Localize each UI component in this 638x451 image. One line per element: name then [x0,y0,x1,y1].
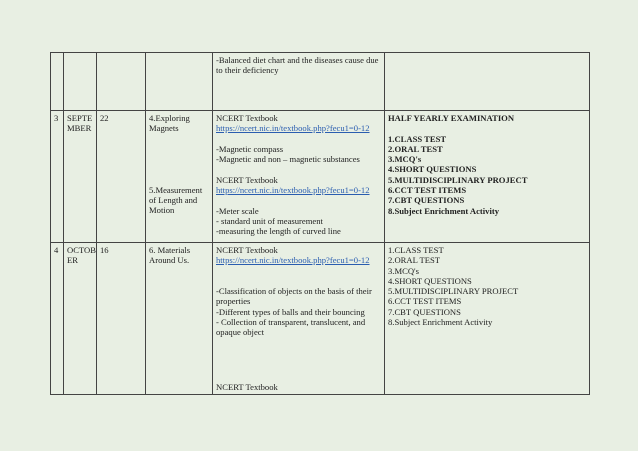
topic-line: -Meter scale [216,205,259,216]
assessment-item: 3.MCQ's [388,154,422,165]
textbook-link[interactable]: https://ncert.nic.in/textbook.php?fecu1=0-12 [216,255,370,266]
lesson-title: 5.Measurement of Length and Motion [149,184,203,216]
table-row [51,111,590,243]
topic-line: - Collection of transparent, translucent, and opaque object [216,317,366,338]
cell-month [64,53,97,111]
cell-sno [51,53,64,111]
textbook-label: NCERT Textbook [216,113,278,123]
assessment-item: 1.CLASS TEST [388,245,444,255]
assessment-item: 8.Subject Enrichment Activity [388,317,493,328]
cell-topics [213,53,385,111]
cell-assessment [385,111,590,243]
assessment-item: 3.MCQ's [388,265,419,276]
cell-days: 16 [97,243,146,395]
cell-month: SEPTE MBER [64,111,97,243]
assessment-item: 2.ORAL TEST [388,255,441,266]
topic-line: -Magnetic compass [216,143,284,154]
assessment-title: HALF YEARLY EXAMINATION [388,113,515,123]
assessment-item: 4.SHORT QUESTIONS [388,275,472,286]
topic-line: -measuring the length of curved line [216,226,341,237]
cell-sno: 4 [51,243,64,395]
topic-line: -Magnetic and non – magnetic substances [216,154,360,165]
cell-topics [213,243,385,395]
cell-assessment [385,53,590,111]
assessment-item: 7.CBT QUESTIONS [388,306,461,317]
topic-line: -Different types of balls and their bouncing [216,306,365,317]
topic-line: -Classification of objects on the basis of their properties [216,286,372,307]
cell-lesson [146,111,213,243]
cell-days [97,53,146,111]
textbook-link[interactable]: https://ncert.nic.in/textbook.php?fecu1=0-12 [216,185,370,196]
assessment-item: 4.SHORT QUESTIONS [388,164,477,175]
textbook-label: NCERT Textbook [216,174,278,185]
assessment-item: 6.CCT TEST ITEMS [388,296,462,307]
table-row [51,53,590,111]
assessment-item: 5.MULTIDISCIPLINARY PROJECT [388,286,519,297]
cell-sno: 3 [51,111,64,243]
textbook-label: NCERT Textbook [216,245,278,255]
assessment-item: 2.ORAL TEST [388,143,443,154]
lesson-title: 4.Exploring Magnets [149,113,190,134]
assessment-item: 8.Subject Enrichment Activity [388,205,499,216]
topic-line: -Balanced diet chart and the diseases cause due to their deficiency [216,55,379,76]
assessment-item: 1.CLASS TEST [388,133,447,144]
cell-topics [213,111,385,243]
cell-month: OCTOB ER [64,243,97,395]
cell-assessment [385,243,590,395]
cell-lesson [146,53,213,111]
assessment-item: 6.CCT TEST ITEMS [388,185,467,196]
textbook-link[interactable]: https://ncert.nic.in/textbook.php?fecu1=0-12 [216,123,370,134]
syllabus-table [50,52,590,395]
topic-line: - standard unit of measurement [216,215,323,226]
assessment-item: 5.MULTIDISCIPLINARY PROJECT [388,174,528,185]
cell-lesson: 6. Materials Around Us. [146,243,213,395]
cell-days: 22 [97,111,146,243]
table-row [51,243,590,395]
textbook-label: NCERT Textbook [216,381,278,392]
assessment-item: 7.CBT QUESTIONS [388,195,465,206]
